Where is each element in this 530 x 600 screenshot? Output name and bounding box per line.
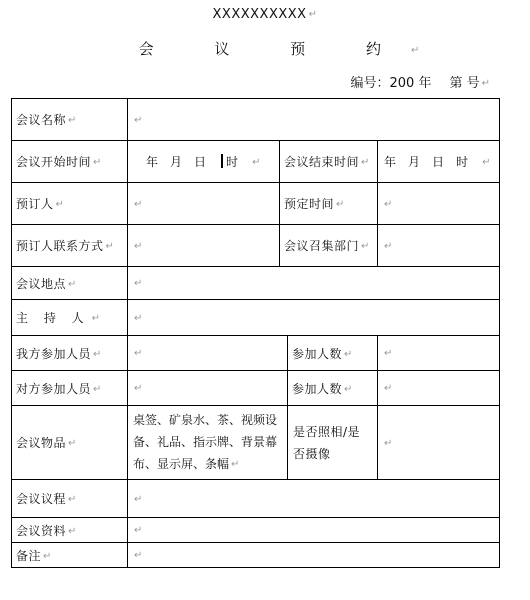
end-time-label: 会议结束时间 ↵: [280, 141, 378, 183]
convening-dept-field[interactable]: ↵: [378, 225, 500, 267]
attendee-count-field-2[interactable]: ↵: [378, 371, 500, 406]
form-title: 会 议 预 约 ↵: [138, 40, 448, 58]
table-row: [12, 225, 500, 267]
host-field[interactable]: ↵: [128, 300, 500, 336]
table-row: [12, 99, 500, 141]
serial-suffix: 第 号: [449, 76, 480, 91]
serial-label: 编号：200 年: [350, 76, 432, 91]
photo-video-label: 是否照相/是否摄像: [288, 406, 378, 480]
agenda-label: 会议议程 ↵: [12, 480, 128, 518]
items-label: 会议物品 ↵: [12, 406, 128, 480]
end-time-field[interactable]: 年 月 日 时 ↵: [378, 141, 500, 183]
location-label: 会议地点 ↵: [12, 267, 128, 300]
meeting-name-field[interactable]: ↵: [128, 99, 500, 141]
start-time-field[interactable]: 年 月 日 时 ↵: [128, 141, 280, 183]
their-attendees-label: 对方参加人员 ↵: [12, 371, 128, 406]
agenda-field[interactable]: ↵: [128, 480, 500, 518]
attendee-count-label-2: 参加人数 ↵: [288, 371, 378, 406]
meeting-name-label: 会议名称 ↵: [12, 99, 128, 141]
table-row: [12, 300, 500, 336]
table-row: [12, 406, 500, 480]
materials-label: 会议资料 ↵: [12, 518, 128, 543]
convening-dept-label: 会议召集部门 ↵: [280, 225, 378, 267]
their-attendees-field[interactable]: ↵: [128, 371, 288, 406]
attendee-count-field[interactable]: ↵: [378, 336, 500, 371]
table-row: [12, 267, 500, 300]
start-time-label: 会议开始时间 ↵: [12, 141, 128, 183]
table-row: [12, 543, 500, 568]
booker-field[interactable]: ↵: [128, 183, 280, 225]
materials-field[interactable]: ↵: [128, 518, 500, 543]
our-attendees-label: 我方参加人员 ↵: [12, 336, 128, 371]
host-label: 主 持 人 ↵: [12, 300, 128, 336]
remarks-field[interactable]: ↵: [128, 543, 500, 568]
our-attendees-field[interactable]: ↵: [128, 336, 288, 371]
booker-label: 预订人 ↵: [12, 183, 128, 225]
table-row: [12, 371, 500, 406]
table-row: [12, 518, 500, 543]
table-row: [12, 183, 500, 225]
booking-form-table: [11, 98, 500, 568]
booker-contact-label: 预订人联系方式 ↵: [12, 225, 128, 267]
booker-contact-field[interactable]: ↵: [128, 225, 280, 267]
table-row: [12, 480, 500, 518]
booking-time-field[interactable]: ↵: [378, 183, 500, 225]
items-field[interactable]: 桌签、矿泉水、茶、视频设备、礼品、指示牌、背景幕布、显示屏、条幅 ↵: [128, 406, 288, 480]
attendee-count-label: 参加人数 ↵: [288, 336, 378, 371]
table-row: [12, 141, 500, 183]
booking-time-label: 预定时间 ↵: [280, 183, 378, 225]
table-row: [12, 336, 500, 371]
photo-video-field[interactable]: ↵: [378, 406, 500, 480]
company-name: XXXXXXXXXX ↵: [212, 7, 318, 22]
remarks-label: 备注 ↵: [12, 543, 128, 568]
location-field[interactable]: ↵: [128, 267, 500, 300]
text-cursor: [221, 154, 223, 168]
serial-number: 编号：200 年 第 号 ↵: [350, 76, 490, 91]
